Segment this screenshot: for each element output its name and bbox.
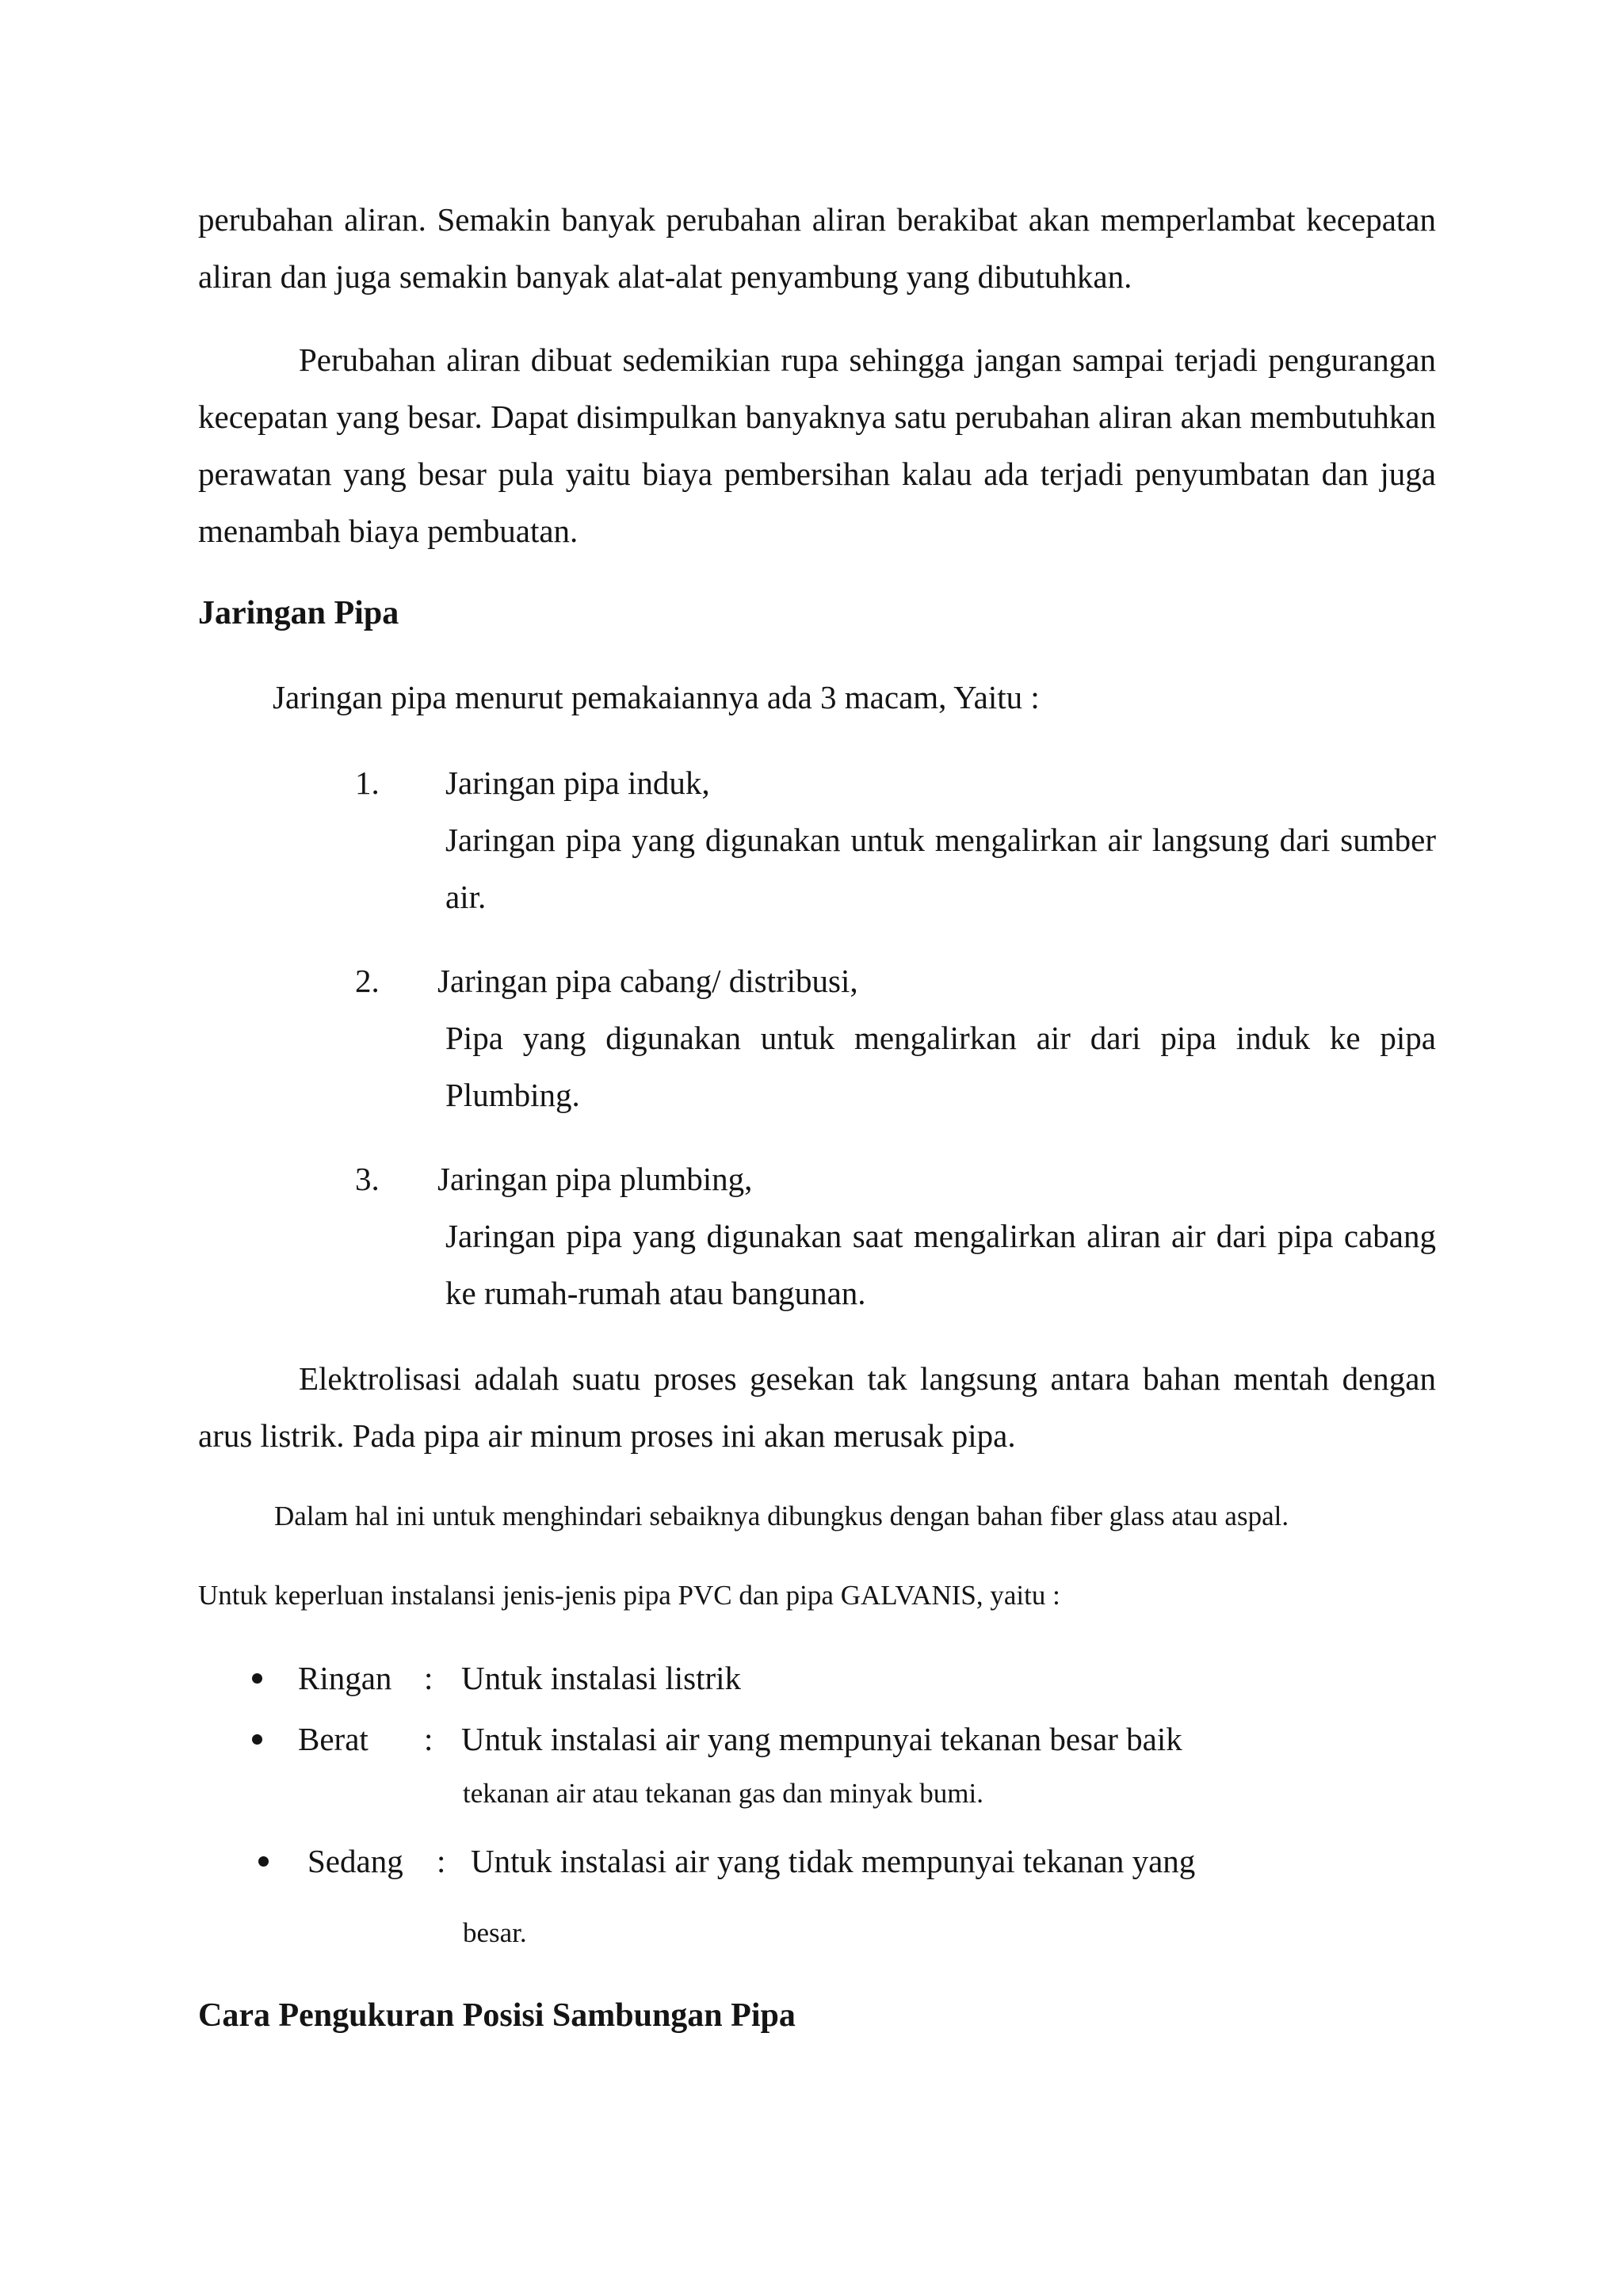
list-item-number: 2. (355, 963, 380, 999)
list-item-title: Jaringan pipa plumbing, (437, 1161, 753, 1197)
paragraph-flow-change: perubahan aliran. Semakin banyak perubahan aliran berakibat akan memperlambat kecepatan aliran dan juga semakin banyak alat-alat penyambung yang dibutuhkan. (198, 201, 1436, 295)
pipe-type-separator: : (424, 1721, 433, 1757)
pipe-type-description: Untuk instalasi listrik (461, 1660, 742, 1696)
list-item-number: 1. (355, 765, 380, 801)
pipe-type-description: Untuk instalasi air yang tidak mempunyai tekanan yang (471, 1843, 1196, 1879)
bullet-icon (258, 1856, 269, 1867)
heading-jaringan-pipa: Jaringan Pipa (198, 595, 399, 631)
pipe-type-description: Untuk instalasi air yang mempunyai tekanan besar baik (461, 1721, 1182, 1757)
list-item-description: Pipa yang digunakan untuk mengalirkan air dari pipa induk ke pipa Plumbing. (445, 1020, 1436, 1113)
list-intro: Jaringan pipa menurut pemakaiannya ada 3 macam, Yaitu : (273, 679, 1040, 715)
paragraph-electrolysis: Elektrolisasi adalah suatu proses gesekan tak langsung antara bahan mentah dengan arus listrik. Pada pipa air minum proses ini akan merusak pipa. (198, 1360, 1436, 1454)
pipe-type-description-cont: besar. (463, 1917, 527, 1948)
list-item-title: Jaringan pipa cabang/ distribusi, (437, 963, 858, 999)
pipe-type-term: Berat (298, 1721, 369, 1757)
pipe-type-term: Sedang (307, 1843, 403, 1879)
bullet-icon (252, 1673, 262, 1684)
pipe-type-term: Ringan (298, 1660, 392, 1696)
list-item-description: Jaringan pipa yang digunakan untuk mengalirkan air langsung dari sumber air. (445, 822, 1436, 915)
list-item-number: 3. (355, 1161, 380, 1197)
pipe-type-description-cont: tekanan air atau tekanan gas dan minyak bumi. (463, 1778, 983, 1809)
pipe-type-separator: : (437, 1843, 446, 1879)
note-protection: Dalam hal ini untuk menghindari sebaiknya dibungkus dengan bahan fiber glass atau aspal. (274, 1501, 1289, 1531)
pipe-type-separator: : (424, 1660, 433, 1696)
heading-cara-pengukuran: Cara Pengukuran Posisi Sambungan Pipa (198, 1997, 796, 2034)
paragraph-flow-design: Perubahan aliran dibuat sedemikian rupa sehingga jangan sampai terjadi pengurangan kecepatan yang besar. Dapat disimpulkan banyaknya satu perubahan aliran akan membutuhkan perawatan yang besar pula yaitu biaya pembersihan kalau ada terjadi penyumbatan dan juga menambah biaya pembuatan. (198, 341, 1436, 549)
list-item-title: Jaringan pipa induk, (445, 765, 710, 801)
pipe-types-intro: Untuk keperluan instalansi jenis-jenis pipa PVC dan pipa GALVANIS, yaitu : (198, 1580, 1060, 1611)
bullet-icon (252, 1734, 262, 1745)
list-item-description: Jaringan pipa yang digunakan saat mengalirkan aliran air dari pipa cabang ke rumah-rumah atau bangunan. (445, 1218, 1436, 1311)
